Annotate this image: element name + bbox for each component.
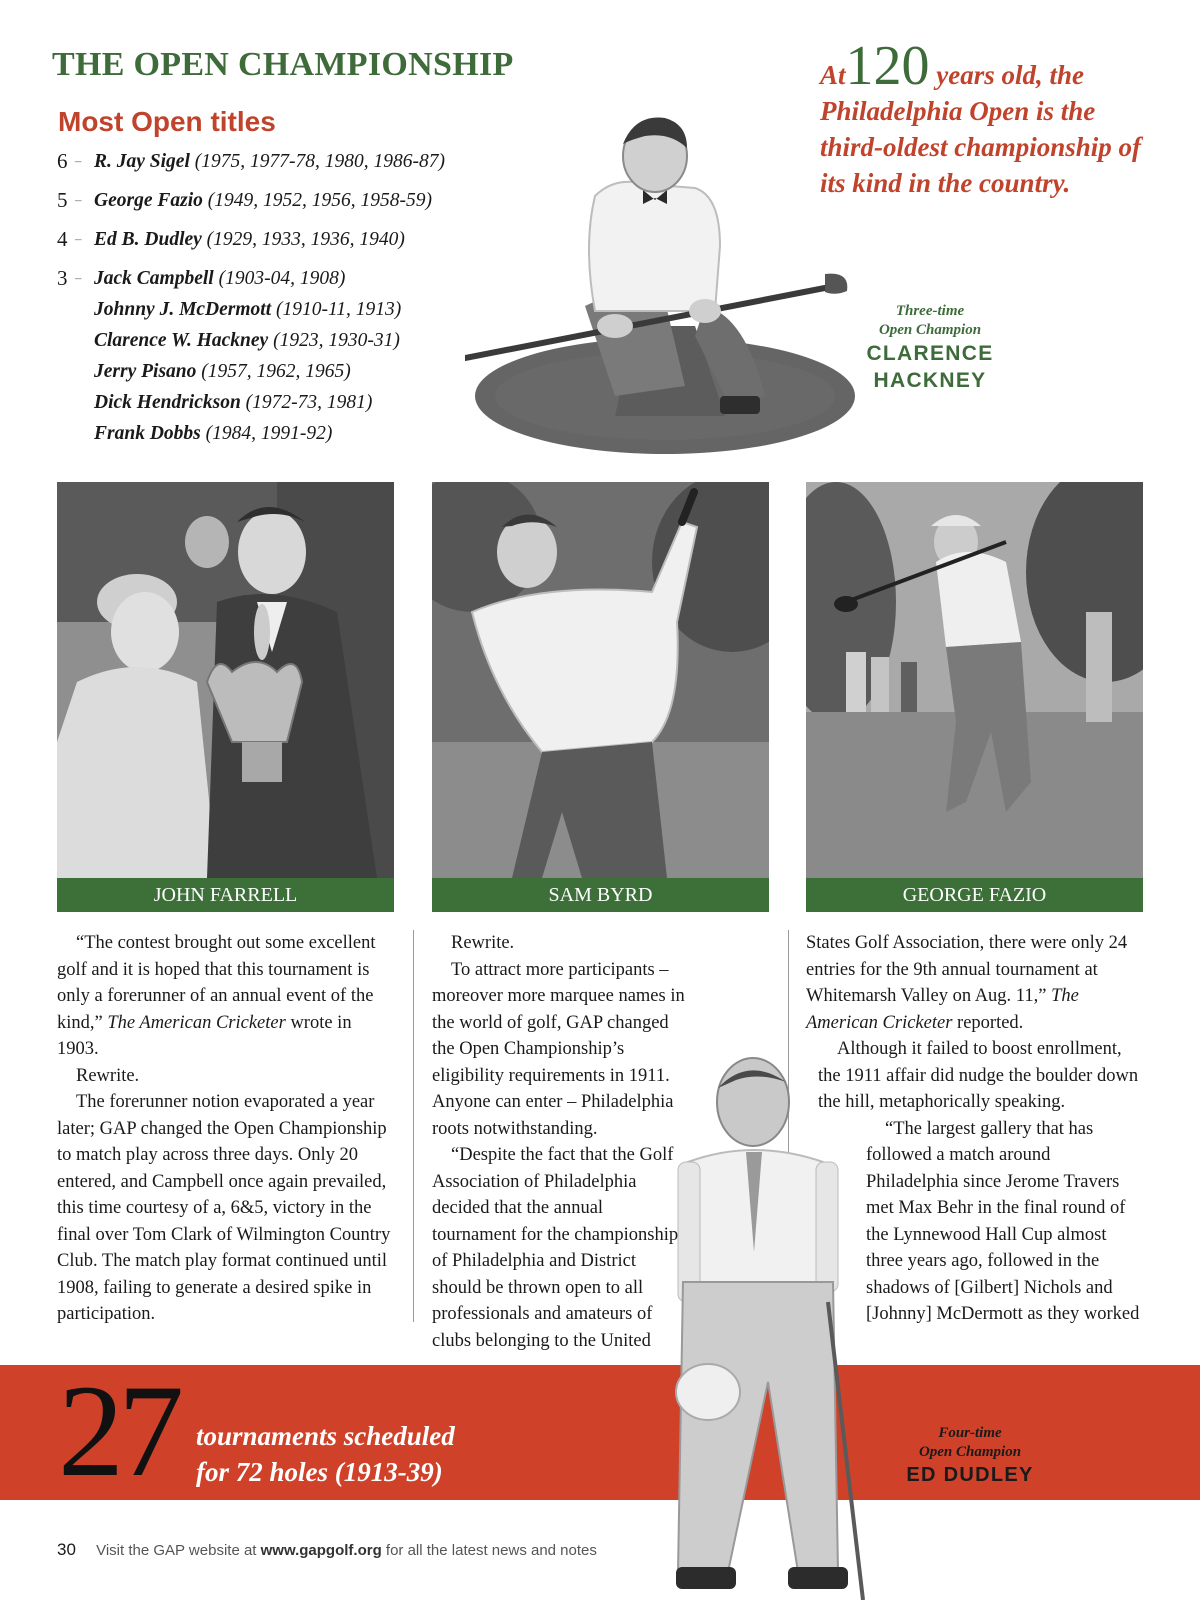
list-item <box>94 224 527 255</box>
caption-subtitle: Three-time <box>895 303 965 319</box>
photo-label: SAM BYRD <box>432 878 769 912</box>
photo-label: JOHN FARRELL <box>57 878 394 912</box>
photo-image <box>432 482 769 878</box>
champion-years: (1949, 1952, 1956, 1958-59) <box>207 190 432 211</box>
champion-name: George Fazio <box>94 190 203 211</box>
stat-text <box>196 1418 516 1490</box>
paragraph: “Despite the fact that the Golf Association of Philadelphia decided that the annual tournament for the championship of Philadelphia and District should be thrown open to all professionals and amateurs of clubs belonging to the United <box>432 1145 679 1351</box>
paragraph: Rewrite. <box>451 933 515 953</box>
titles-list <box>57 146 527 449</box>
pull-quote-text: years old, the Philadelphia Open is the third-oldest championship of its kind in the country. <box>820 60 1142 198</box>
titles-heading: Most Open titles <box>58 106 276 137</box>
pull-quote-number: 120 <box>845 35 930 97</box>
article-column-1 <box>57 930 395 1328</box>
champion-years: (1929, 1933, 1936, 1940) <box>206 229 405 250</box>
paragraph: Rewrite. <box>76 1065 140 1086</box>
caption-subtitle: Open Champion <box>918 1444 1022 1460</box>
paragraph: To attract more participants – moreover more marquee names in the world of golf, GAP changed the Open Championship’s eligibility requirements in 1911. Anyone can enter – Philadelphia roots notwithstanding. <box>432 959 685 1139</box>
caption-name: CLARENCE <box>866 342 994 365</box>
stat-text-line: tournaments scheduled <box>196 1421 455 1451</box>
photo-image <box>806 482 1143 878</box>
paragraph: The forerunner notion evaporated a year later; GAP changed the Open Championship to match play across three days. Only 20 entered, and Campbell once again prevailed, this time courtesy of a, 6&5, victory in the final over Tom Clark of Wilmington Country Club. The match play format continued until 1908, failing to generate a desired spike in participation. <box>57 1092 391 1324</box>
footer <box>57 1540 597 1560</box>
page-number: 30 <box>57 1540 76 1559</box>
dudley-photo <box>658 1052 898 1600</box>
champion-name: Dick Hendrickson <box>94 392 241 413</box>
champion-years: (1923, 1930-31) <box>273 330 400 351</box>
champion-name: R. Jay Sigel <box>94 151 190 172</box>
list-item <box>94 356 527 387</box>
title-count: 6 – <box>57 146 68 176</box>
footer-text: Visit the GAP website at <box>96 1542 257 1559</box>
champion-name: Clarence W. Hackney <box>94 330 269 351</box>
paragraph-text: reported. <box>952 1012 1024 1033</box>
hackney-caption <box>840 302 1020 394</box>
title-count: 5 – <box>57 185 68 215</box>
stat-text-line: for 72 holes (1913-39) <box>196 1457 443 1487</box>
list-item <box>94 325 527 356</box>
champion-name: Johnny J. McDermott <box>94 299 272 320</box>
caption-subtitle: Open Champion <box>878 322 982 338</box>
list-item <box>94 387 527 418</box>
caption-name: HACKNEY <box>873 369 987 392</box>
caption-subtitle: Four-time <box>938 1425 1002 1441</box>
champion-years: (1903-04, 1908) <box>218 268 346 289</box>
section-title: THE OPEN CHAMPIONSHIP <box>52 46 514 83</box>
footer-text: for all the latest news and notes <box>385 1542 597 1559</box>
list-item <box>94 185 527 216</box>
champion-years: (1984, 1991-92) <box>205 423 333 444</box>
champion-years: (1957, 1962, 1965) <box>201 361 351 382</box>
website-link[interactable]: www.gapgolf.org <box>260 1542 382 1559</box>
paragraph <box>57 930 395 1063</box>
photo-image <box>57 482 394 878</box>
list-item <box>94 263 527 294</box>
publication-name: The American Cricketer <box>107 1012 286 1033</box>
titles-group-5 <box>57 185 527 216</box>
champion-name: Ed B. Dudley <box>94 229 202 250</box>
photo-label: GEORGE FAZIO <box>806 878 1143 912</box>
photo-george-fazio <box>806 482 1143 912</box>
title-count: 4 – <box>57 224 68 254</box>
champion-years: (1910-11, 1913) <box>276 299 402 320</box>
title-count: 3 – <box>57 263 68 293</box>
hackney-photo <box>465 96 855 456</box>
titles-group-3 <box>57 263 527 449</box>
titles-group-6 <box>57 146 527 177</box>
champion-name: Jack Campbell <box>94 268 214 289</box>
champion-years: (1975, 1977-78, 1980, 1986-87) <box>194 151 445 172</box>
dudley-caption <box>880 1424 1060 1488</box>
list-item <box>94 146 527 177</box>
paragraph: “The largest gallery that has followed a match around Philadelphia since Jerome Travers met Max Behr in the final round of the Lynnewood Hall Cup almost three years ago, followed in the shadows of [Gilbert] Nichols and [Johnny] McDermott as they worked <box>866 1118 1140 1324</box>
pull-quote <box>820 35 1165 201</box>
pull-quote-pre: At <box>820 60 846 90</box>
paragraph-text: wrote in 1903. <box>57 1012 352 1059</box>
titles-group-4 <box>57 224 527 255</box>
caption-name: ED DUDLEY <box>906 1464 1034 1486</box>
photo-sam-byrd <box>432 482 769 912</box>
column-divider <box>413 930 414 1322</box>
stat-number: 27 <box>58 1357 178 1504</box>
paragraph-text: “The contest brought out some excellent golf and it is hoped that this tournament is only a forerunner of an annual event of the kind,” <box>57 933 376 1033</box>
photo-john-farrell <box>57 482 394 912</box>
paragraph <box>806 930 1144 1036</box>
champion-name: Frank Dobbs <box>94 423 201 444</box>
list-item <box>94 418 527 449</box>
champion-name: Jerry Pisano <box>94 361 197 382</box>
list-item <box>94 294 527 325</box>
paragraph-text: States Golf Association, there were only 24 entries for the 9th annual tournament at Whitemarsh Valley on Aug. 11,” <box>806 933 1128 1006</box>
publication-name: The American Cricketer <box>806 986 1079 1033</box>
champion-years: (1972-73, 1981) <box>245 392 373 413</box>
paragraph: Although it failed to boost enrollment, the 1911 affair did nudge the boulder down the hill, metaphorically speaking. <box>818 1039 1139 1112</box>
